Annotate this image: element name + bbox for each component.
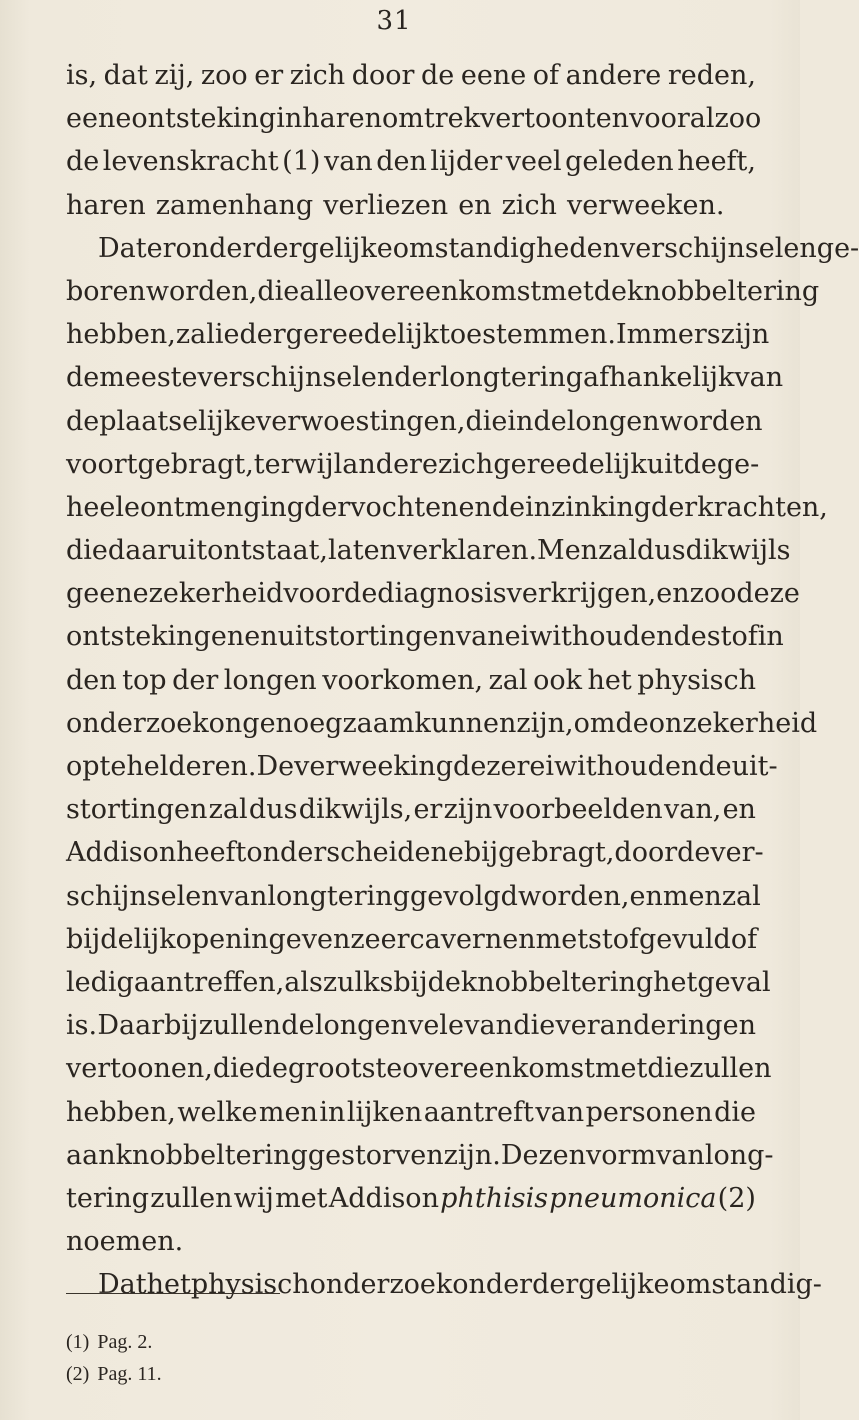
word: de — [66, 405, 100, 437]
word: zamenhang — [155, 189, 314, 221]
word: toestemmen. — [439, 319, 616, 351]
word: daaruit — [107, 535, 208, 567]
word: plaatselijke — [99, 405, 257, 437]
word: cavernen — [409, 923, 536, 955]
word: er — [413, 794, 443, 826]
word: van — [455, 621, 505, 653]
word: omstandigheden — [392, 232, 621, 264]
text-line — [66, 1004, 756, 1047]
word: der — [172, 664, 219, 696]
text-line — [66, 918, 756, 961]
word: bijgebragt, — [463, 837, 615, 869]
text-line — [66, 270, 820, 313]
word: aantreffen, — [133, 966, 285, 998]
text-line — [66, 443, 760, 486]
word: haren — [302, 103, 382, 135]
word: onderzoek — [66, 707, 209, 739]
text-line — [66, 615, 784, 658]
text-line — [66, 961, 771, 1004]
word: gereedelijk — [493, 448, 647, 480]
word: en — [458, 189, 492, 221]
word: zal — [208, 794, 248, 826]
word: zoo — [200, 60, 248, 91]
word: als — [284, 966, 323, 998]
word: stortingen — [66, 794, 208, 826]
footnote — [66, 1326, 170, 1358]
word: of — [730, 923, 758, 955]
word: houdende — [596, 751, 732, 782]
word: vele — [408, 1010, 464, 1042]
word: van — [656, 1139, 705, 1171]
word: uit- — [731, 751, 778, 782]
word: heele — [66, 491, 140, 523]
word: gestorven — [307, 1139, 444, 1171]
word: de — [491, 491, 526, 523]
word: de — [533, 405, 567, 437]
word: dus — [248, 794, 298, 826]
word: ge- — [816, 232, 859, 264]
word: omtrek — [381, 103, 480, 135]
text-line — [66, 227, 859, 270]
word: dikwijls — [685, 535, 791, 567]
word: voorbeelden — [493, 794, 663, 826]
word: noemen. — [66, 1226, 184, 1258]
word: die — [714, 1096, 756, 1128]
word: zulks — [322, 966, 394, 998]
word: stof — [588, 923, 640, 955]
word: onderscheidene — [246, 837, 464, 869]
word: krachten, — [697, 491, 828, 523]
word: longen — [223, 664, 317, 696]
word: stof — [706, 621, 758, 653]
word: pneumonica — [549, 1182, 717, 1214]
word: verwoestingen, — [256, 405, 466, 437]
word: den — [376, 146, 427, 178]
word: omstandig- — [669, 1269, 822, 1301]
word: levenskracht — [102, 146, 279, 178]
word: zullen — [689, 1053, 772, 1085]
word: geleden — [565, 146, 674, 178]
word: van, — [663, 794, 722, 826]
word: uitstortingen — [277, 621, 456, 653]
text-line — [66, 97, 762, 140]
text-line — [66, 875, 761, 918]
word: dergelijke — [255, 232, 393, 264]
word: zekerheid — [148, 578, 284, 610]
word: of — [532, 60, 560, 91]
word: zal — [488, 664, 528, 696]
word: personen — [585, 1096, 713, 1128]
word: gereedelijk — [285, 319, 440, 351]
word: die — [647, 1053, 690, 1085]
text-line — [66, 356, 784, 399]
word: zijn — [720, 319, 770, 351]
word: den — [66, 664, 117, 696]
word: eiwithoudende — [504, 621, 707, 653]
word: met — [541, 275, 594, 307]
word: die — [465, 405, 508, 437]
word: in — [507, 405, 534, 437]
word: aan — [66, 1139, 116, 1171]
word: vertoont — [479, 103, 596, 135]
word: verklaren. — [396, 535, 538, 567]
text-line — [66, 1134, 774, 1177]
word: zeer — [350, 923, 410, 955]
word: diagnosis — [377, 578, 507, 610]
word: inzinking — [525, 491, 652, 523]
word: te — [99, 751, 127, 782]
word: de — [427, 966, 461, 998]
word: de — [281, 1010, 315, 1042]
word: Dat — [98, 1269, 147, 1301]
word: er — [146, 232, 176, 264]
word: bij — [393, 966, 428, 998]
word: van — [535, 1096, 585, 1128]
word: de — [344, 578, 378, 610]
word: en — [458, 491, 492, 523]
word: onder — [175, 232, 256, 264]
word: der — [304, 491, 351, 523]
word: ver- — [710, 837, 764, 869]
word: en — [595, 103, 630, 135]
word: even — [285, 923, 351, 955]
word: ontsteking — [131, 103, 277, 135]
word: dikwijls, — [298, 794, 413, 826]
word: die — [257, 275, 300, 307]
word: met — [594, 1053, 648, 1085]
word: verweeken. — [566, 189, 725, 221]
word: heeft, — [677, 146, 756, 178]
word: verschijnselen — [197, 362, 395, 394]
word: zijn. — [443, 1139, 501, 1171]
word: en — [629, 880, 663, 912]
word: om — [573, 707, 616, 739]
word: heeft — [176, 837, 247, 869]
word: longtering — [440, 362, 584, 394]
word: verkrijgen, — [506, 578, 657, 610]
text-line — [66, 140, 756, 183]
word: long- — [704, 1139, 774, 1171]
text-line — [66, 529, 791, 572]
word: phthisis — [440, 1182, 549, 1214]
text-line — [66, 400, 763, 443]
word: de — [593, 275, 627, 307]
word: hebben, — [66, 1096, 176, 1128]
word: knobbeltering — [115, 1139, 308, 1171]
word: ontstekingen — [66, 621, 245, 653]
word: met — [535, 923, 589, 955]
word: vochten — [350, 491, 459, 523]
word: haren — [66, 189, 146, 221]
word: der — [394, 362, 441, 394]
word: physisch — [637, 664, 756, 696]
word: meeste — [99, 362, 198, 394]
word: physisch — [190, 1269, 310, 1301]
word: overeenkomst — [402, 1053, 595, 1085]
text-line — [66, 788, 756, 831]
word: vorm — [586, 1139, 657, 1171]
word: lijder — [430, 146, 503, 178]
text-line — [66, 1177, 756, 1220]
word: deze — [736, 578, 800, 610]
word: kunnen — [414, 707, 517, 739]
word: die — [212, 1053, 255, 1085]
word: eiwit — [529, 751, 597, 782]
text-line — [66, 1047, 772, 1090]
word: dus — [637, 535, 686, 567]
text-line — [66, 184, 756, 227]
word: andere — [342, 448, 438, 480]
word: knobbeltering — [460, 966, 654, 998]
word: de — [254, 1053, 289, 1085]
word: ook — [533, 664, 582, 696]
word: top — [122, 664, 167, 696]
word: men — [258, 1096, 318, 1128]
word: ledig — [66, 966, 134, 998]
word: het — [653, 966, 698, 998]
word: in — [319, 1096, 346, 1128]
word: op — [66, 751, 100, 782]
word: alle — [299, 275, 349, 307]
footnote-rule — [66, 1293, 280, 1294]
word: de — [677, 837, 711, 869]
page-number: 31 — [376, 6, 412, 36]
word: door — [351, 60, 415, 91]
text-line — [66, 572, 800, 615]
text-line — [66, 745, 778, 788]
word: terwijl — [253, 448, 343, 480]
word: en — [656, 578, 690, 610]
word: van — [464, 1010, 513, 1042]
word: zij, — [154, 60, 195, 91]
word: zal — [721, 880, 761, 912]
word: boren — [66, 275, 146, 307]
word: men — [662, 880, 722, 912]
word: in — [757, 621, 784, 653]
word: longen — [314, 1010, 408, 1042]
word: veranderingen — [555, 1010, 756, 1042]
word: en — [244, 621, 278, 653]
word: die — [66, 535, 108, 567]
word: voorkomen, — [322, 664, 484, 696]
word: tering — [66, 1182, 150, 1214]
word: ontmenging — [139, 491, 305, 523]
word: Men — [537, 535, 599, 567]
word: verschijnselen — [620, 232, 817, 264]
word: er — [254, 60, 284, 91]
word: Daarbij — [97, 1010, 199, 1042]
word: zal — [598, 535, 638, 567]
word: in — [276, 103, 303, 135]
word: knobbeltering — [626, 275, 820, 307]
text-line — [66, 702, 818, 745]
word: de — [66, 362, 100, 394]
word: reden, — [667, 60, 756, 91]
word: zullen — [198, 1010, 281, 1042]
word: ontstaat, — [207, 535, 328, 567]
word: longen — [566, 405, 660, 437]
word: eene — [460, 60, 527, 91]
word: Dat — [98, 232, 147, 264]
word: zich — [501, 189, 557, 221]
footnote-text: Pag. 2. — [97, 1331, 153, 1353]
word: laten — [328, 535, 397, 567]
word: grootste — [288, 1053, 403, 1085]
footnotes — [66, 1326, 170, 1390]
word: Addison — [328, 1182, 439, 1214]
word: vertoonen, — [66, 1053, 213, 1085]
word: vooral — [629, 103, 715, 135]
word: uit — [646, 448, 684, 480]
word: de — [615, 707, 649, 739]
word: longtering — [267, 880, 410, 912]
word: zoo — [689, 578, 737, 610]
word: verweeking — [294, 751, 454, 782]
word: hebben, — [66, 319, 176, 351]
word: Addison — [66, 837, 177, 869]
word: de — [100, 923, 134, 955]
word: en — [722, 794, 756, 826]
word: de — [421, 60, 455, 91]
word: overeenkomst — [348, 275, 542, 307]
word: is. — [66, 1010, 98, 1042]
word: eene — [66, 103, 132, 135]
word: voor — [283, 578, 345, 610]
word: veel — [505, 146, 562, 178]
word: met — [275, 1182, 328, 1214]
word: worden, — [517, 880, 630, 912]
word: gevuld — [639, 923, 731, 955]
word: dat — [103, 60, 148, 91]
word: lijkopening — [133, 923, 286, 955]
word: de — [66, 146, 100, 178]
word: bij — [66, 923, 101, 955]
text-line — [66, 1263, 822, 1306]
body-text — [66, 54, 859, 1306]
footnote-text: Pag. 11. — [97, 1363, 162, 1385]
word: lijken — [346, 1096, 423, 1128]
word: onderzoek — [309, 1269, 453, 1301]
word: (2) — [717, 1182, 756, 1214]
word: zoo — [714, 103, 762, 135]
word: aantreft — [423, 1096, 534, 1128]
word: zullen — [150, 1182, 233, 1214]
footnote-marker: (1) — [66, 1331, 90, 1353]
footnote — [66, 1358, 170, 1390]
word: welke — [177, 1096, 258, 1128]
text-line — [66, 54, 756, 97]
word: die — [513, 1010, 556, 1042]
text-line — [66, 313, 770, 356]
word: zijn, — [516, 707, 574, 739]
word: het — [587, 664, 632, 696]
word: de — [683, 448, 717, 480]
text-line — [66, 486, 828, 529]
word: het — [146, 1269, 191, 1301]
word: zich — [437, 448, 494, 480]
word: afhankelijk — [583, 362, 735, 394]
word: De — [256, 751, 295, 782]
word: ongenoegzaam — [208, 707, 415, 739]
word: dezer — [453, 751, 530, 782]
word: schijnselen — [66, 880, 219, 912]
word: helderen. — [126, 751, 257, 782]
word: ieder — [214, 319, 286, 351]
word: wij — [233, 1182, 274, 1214]
word: van — [734, 362, 784, 394]
word: onzekerheid — [648, 707, 818, 739]
word: is, — [66, 60, 98, 91]
text-line — [66, 659, 756, 702]
word: onder — [452, 1269, 533, 1301]
text-line — [66, 1220, 756, 1263]
footnote-marker: (2) — [66, 1363, 90, 1385]
word: andere — [565, 60, 662, 91]
word: zijn — [443, 794, 493, 826]
word: zal — [175, 319, 215, 351]
word: worden — [659, 405, 763, 437]
word: voortgebragt, — [66, 448, 254, 480]
word: zich — [289, 60, 346, 91]
word: (1) — [282, 146, 321, 178]
word: van — [218, 880, 268, 912]
word: door — [614, 837, 678, 869]
word: Immers — [616, 319, 721, 351]
word: der — [651, 491, 698, 523]
word: gevolgd — [409, 880, 518, 912]
word: geval — [697, 966, 771, 998]
word: worden, — [145, 275, 258, 307]
word: verliezen — [323, 189, 449, 221]
text-line — [66, 1091, 756, 1134]
word: Dezen — [500, 1139, 587, 1171]
word: van — [323, 146, 373, 178]
text-line — [66, 831, 764, 874]
word: ge- — [716, 448, 760, 480]
word: dergelijke — [532, 1269, 670, 1301]
word: geene — [66, 578, 149, 610]
